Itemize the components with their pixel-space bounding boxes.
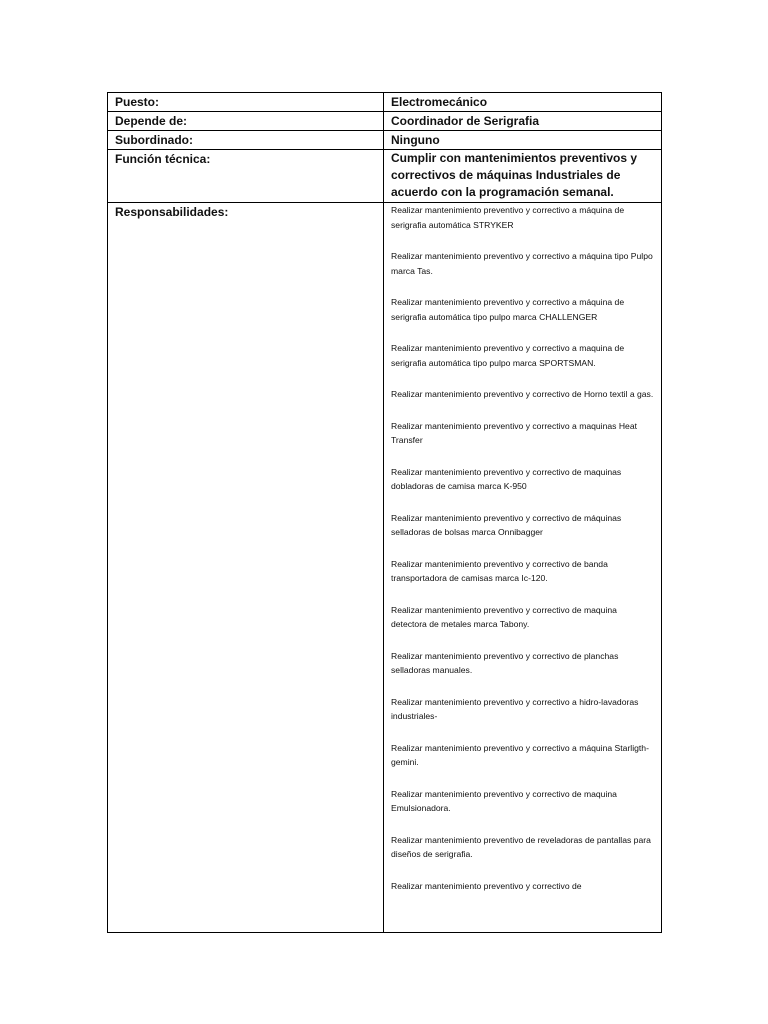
list-item: Realizar mantenimiento preventivo y correctivo a máquina Starligth-gemini. <box>391 742 649 767</box>
row-depende-de <box>108 112 662 131</box>
list-item: Realizar mantenimiento preventivo y correctivo a maquinas Heat Transfer <box>391 420 637 445</box>
label-cell <box>108 112 384 131</box>
label-cell <box>108 203 384 933</box>
label-cell <box>108 150 384 203</box>
responsibilities-list <box>391 203 661 931</box>
job-description-table <box>107 92 662 933</box>
label-cell <box>108 93 384 112</box>
list-item: Realizar mantenimiento preventivo y correctivo a maquina de serigrafia automática tipo pulpo marca SPORTSMAN. <box>391 343 625 368</box>
label-cell <box>108 131 384 150</box>
value-cell <box>384 93 662 112</box>
puesto-value: Electromecánico <box>391 95 488 109</box>
subordinado-label: Subordinado: <box>115 133 193 147</box>
funcion-tecnica-label: Función técnica: <box>115 152 211 166</box>
list-item: Realizar mantenimiento preventivo y correctivo de maquinas dobladoras de camisa marca K-950 <box>391 466 622 491</box>
value-cell <box>384 131 662 150</box>
funcion-tecnica-value: Cumplir con mantenimientos preventivos y correctivos de máquinas Industriales de acuerdo con la programación semanal. <box>391 151 638 199</box>
value-cell <box>384 112 662 131</box>
depende-de-label: Depende de: <box>115 114 188 128</box>
responsabilidades-label: Responsabilidades: <box>115 205 229 219</box>
list-item: Realizar mantenimiento preventivo y correctivo a máquina tipo Pulpo marca Tas. <box>391 251 653 276</box>
list-item: Realizar mantenimiento preventivo y correctivo de máquinas selladoras de bolsas marca Onnibagger <box>391 512 622 537</box>
list-item: Realizar mantenimiento preventivo y correctivo a hidro-lavadoras industriales- <box>391 696 639 721</box>
row-puesto <box>108 93 662 112</box>
list-item: Realizar mantenimiento preventivo y correctivo de planchas selladoras manuales. <box>391 650 619 675</box>
puesto-label: Puesto: <box>115 95 160 109</box>
list-item: Realizar mantenimiento preventivo y correctivo a máquina de serigrafia automática tipo pulpo marca CHALLENGER <box>391 297 625 322</box>
depende-de-value: Coordinador de Serigrafia <box>391 114 540 128</box>
subordinado-value: Ninguno <box>391 133 440 147</box>
row-funcion-tecnica <box>108 150 662 203</box>
list-item: Realizar mantenimiento preventivo y correctivo de maquina detectora de metales marca Tabony. <box>391 604 617 629</box>
list-item: Realizar mantenimiento preventivo y correctivo de Horno textil a gas. <box>391 389 654 399</box>
row-responsabilidades <box>108 203 662 933</box>
list-item: Realizar mantenimiento preventivo y correctivo de maquina Emulsionadora. <box>391 788 617 813</box>
list-item: Realizar mantenimiento preventivo y correctivo de banda transportadora de camisas marca Ic-120. <box>391 558 608 583</box>
row-subordinado <box>108 131 662 150</box>
value-cell <box>384 150 662 203</box>
list-item: Realizar mantenimiento preventivo y correctivo de <box>391 880 582 891</box>
list-item: Realizar mantenimiento preventivo y correctivo a máquina de serigrafia automática STRYKER <box>391 205 625 230</box>
list-item: Realizar mantenimiento preventivo de reveladoras de pantallas para diseños de serigrafia. <box>391 834 651 859</box>
value-cell <box>384 203 662 933</box>
